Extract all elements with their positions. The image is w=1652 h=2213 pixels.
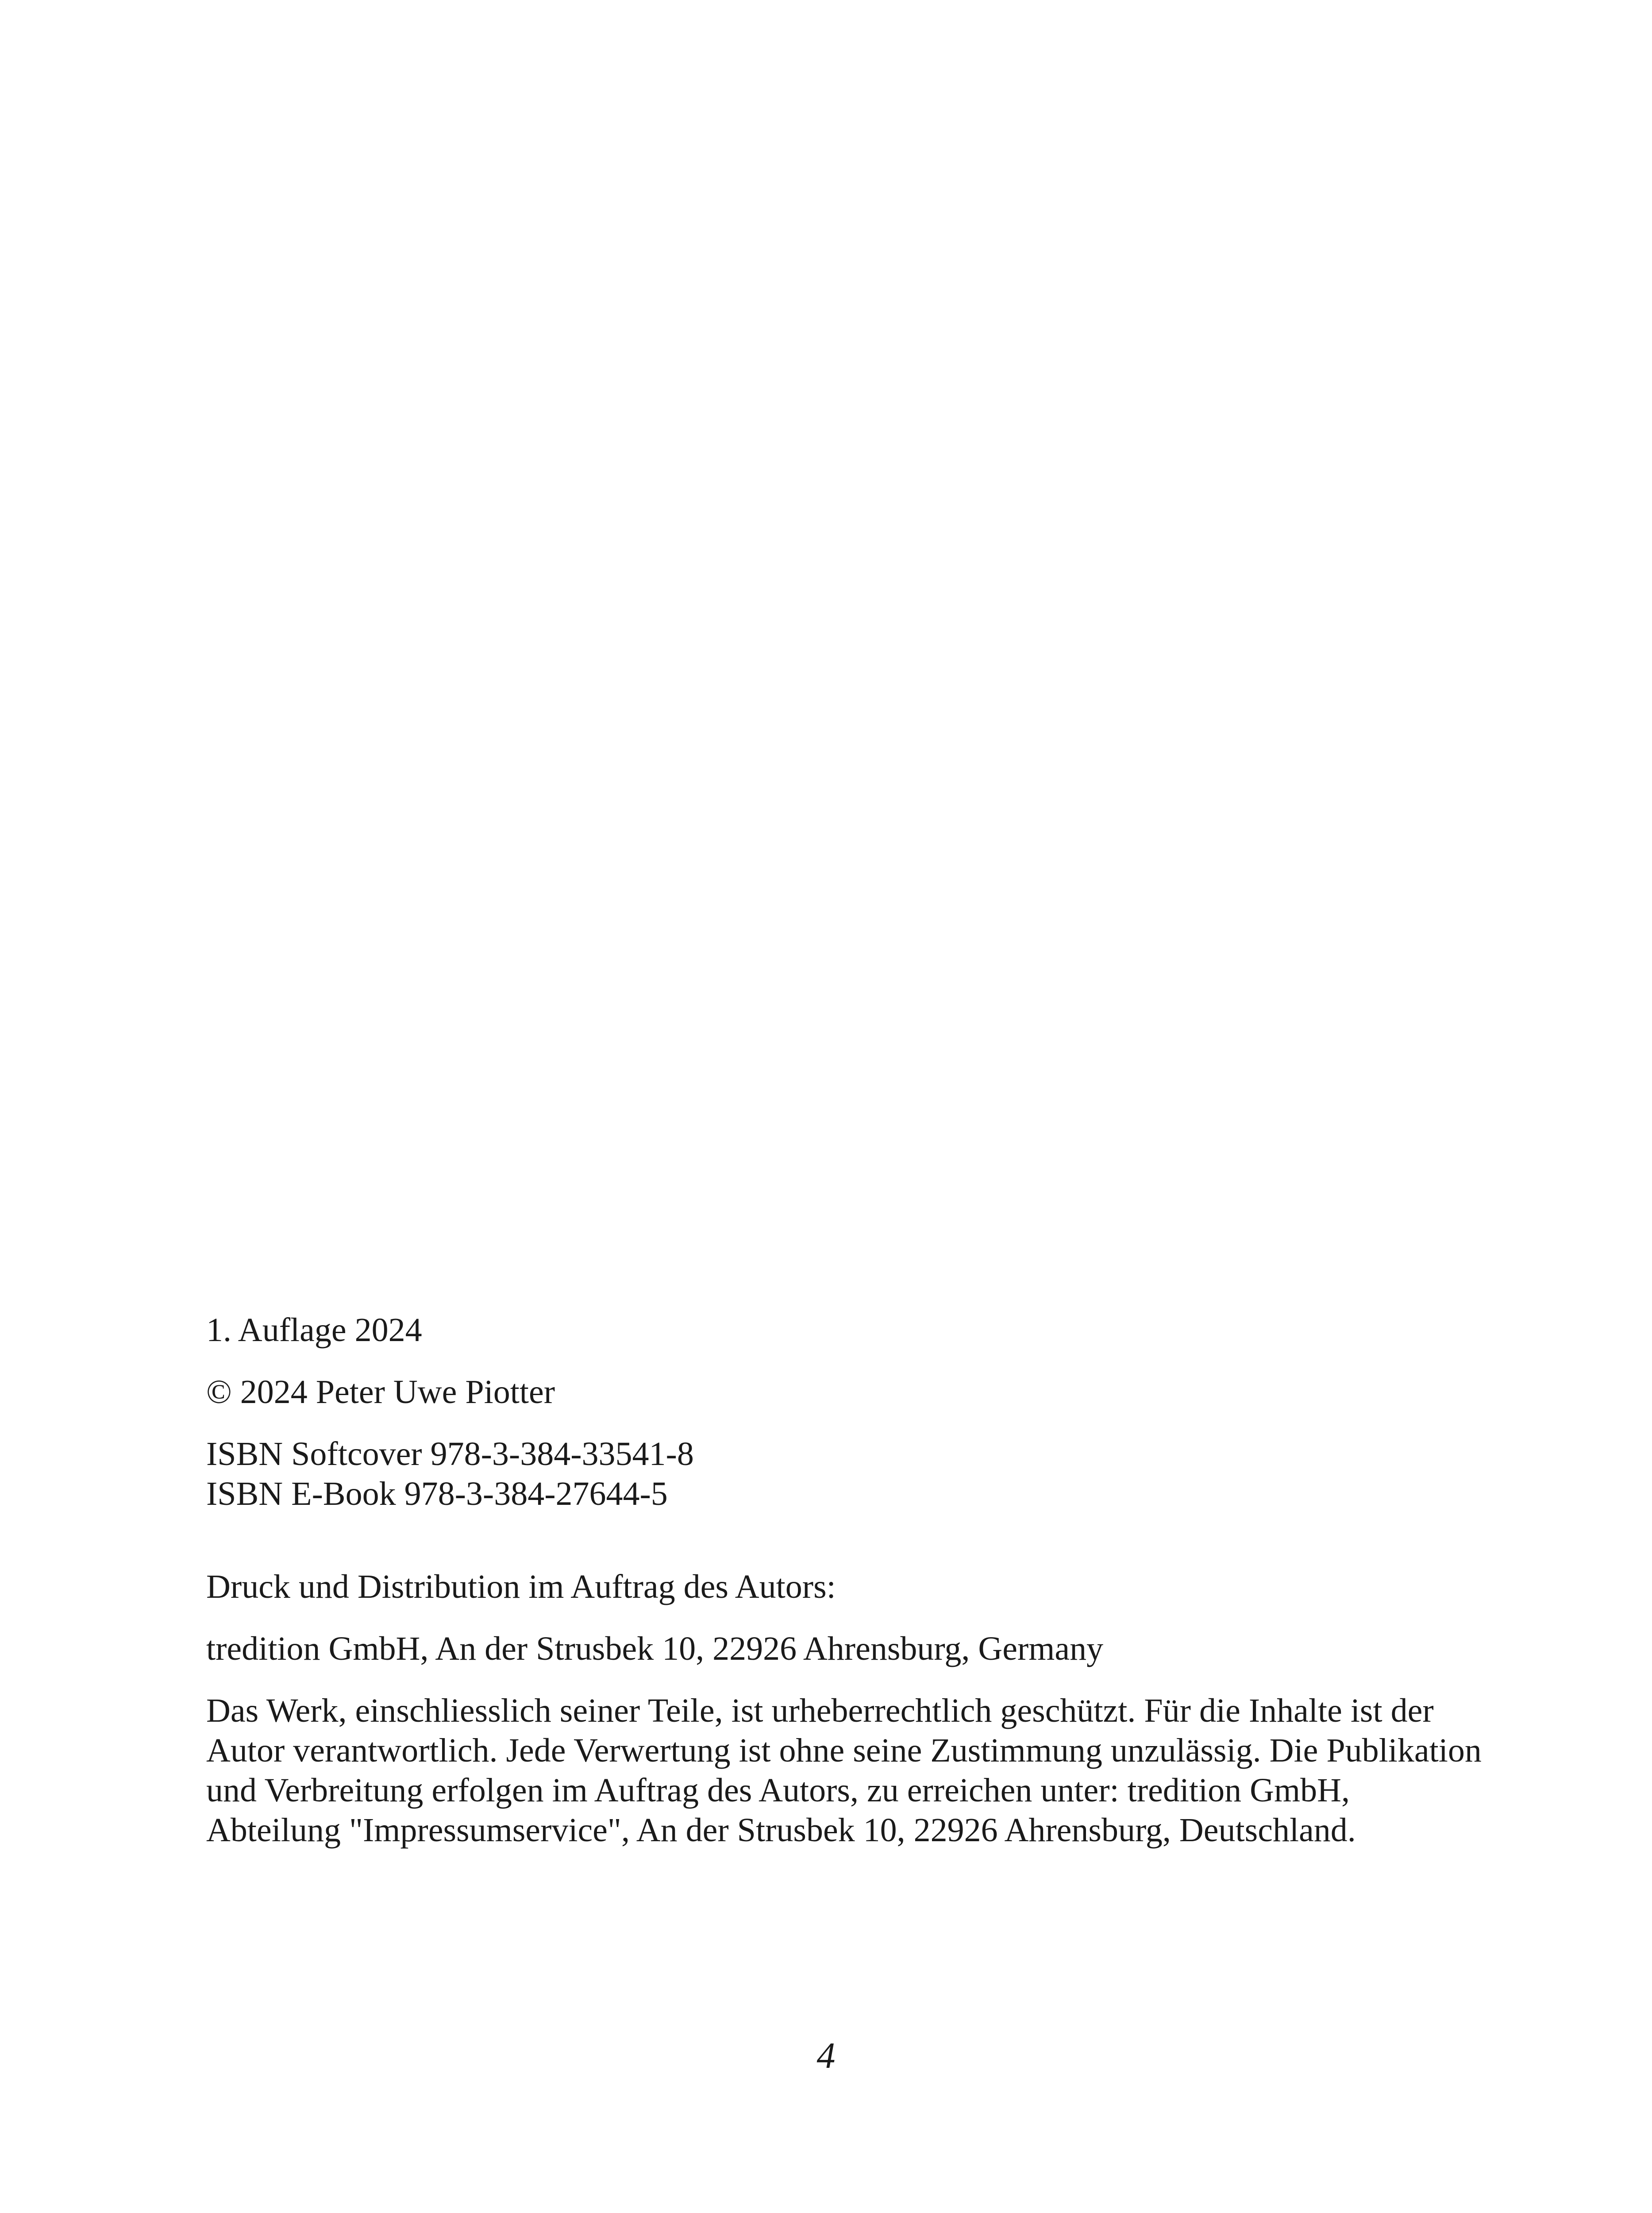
imprint-block (206, 1310, 1490, 1850)
isbn-ebook-line: ISBN E-Book 978-3-384-27644-5 (206, 1475, 668, 1512)
publisher-address-line: tredition GmbH, An der Strusbek 10, 22926 Ahrensburg, Germany (206, 1630, 1104, 1667)
copyright-line: © 2024 Peter Uwe Piotter (206, 1373, 555, 1411)
isbn-softcover-line: ISBN Softcover 978-3-384-33541-8 (206, 1435, 694, 1473)
legal-notice-paragraph: Das Werk, einschliesslich seiner Teile, ist urheberrechtlich geschützt. Für die Inhalte ist der Autor verantwortlich. Jede Verwertung ist ohne seine Zustimmung unzulässig. Die Publikation und Verbreitung erfolgen im Auftrag des Autors, zu erreichen unter: tredition GmbH, Abteilung "Impressumservice", An der Strusbek 10, 22926 Ahrensburg, Deutschland. (206, 1692, 1482, 1849)
edition-line: 1. Auflage 2024 (206, 1311, 422, 1349)
page-number: 4 (816, 2035, 836, 2076)
distribution-line: Druck und Distribution im Auftrag des Autors: (206, 1568, 836, 1605)
